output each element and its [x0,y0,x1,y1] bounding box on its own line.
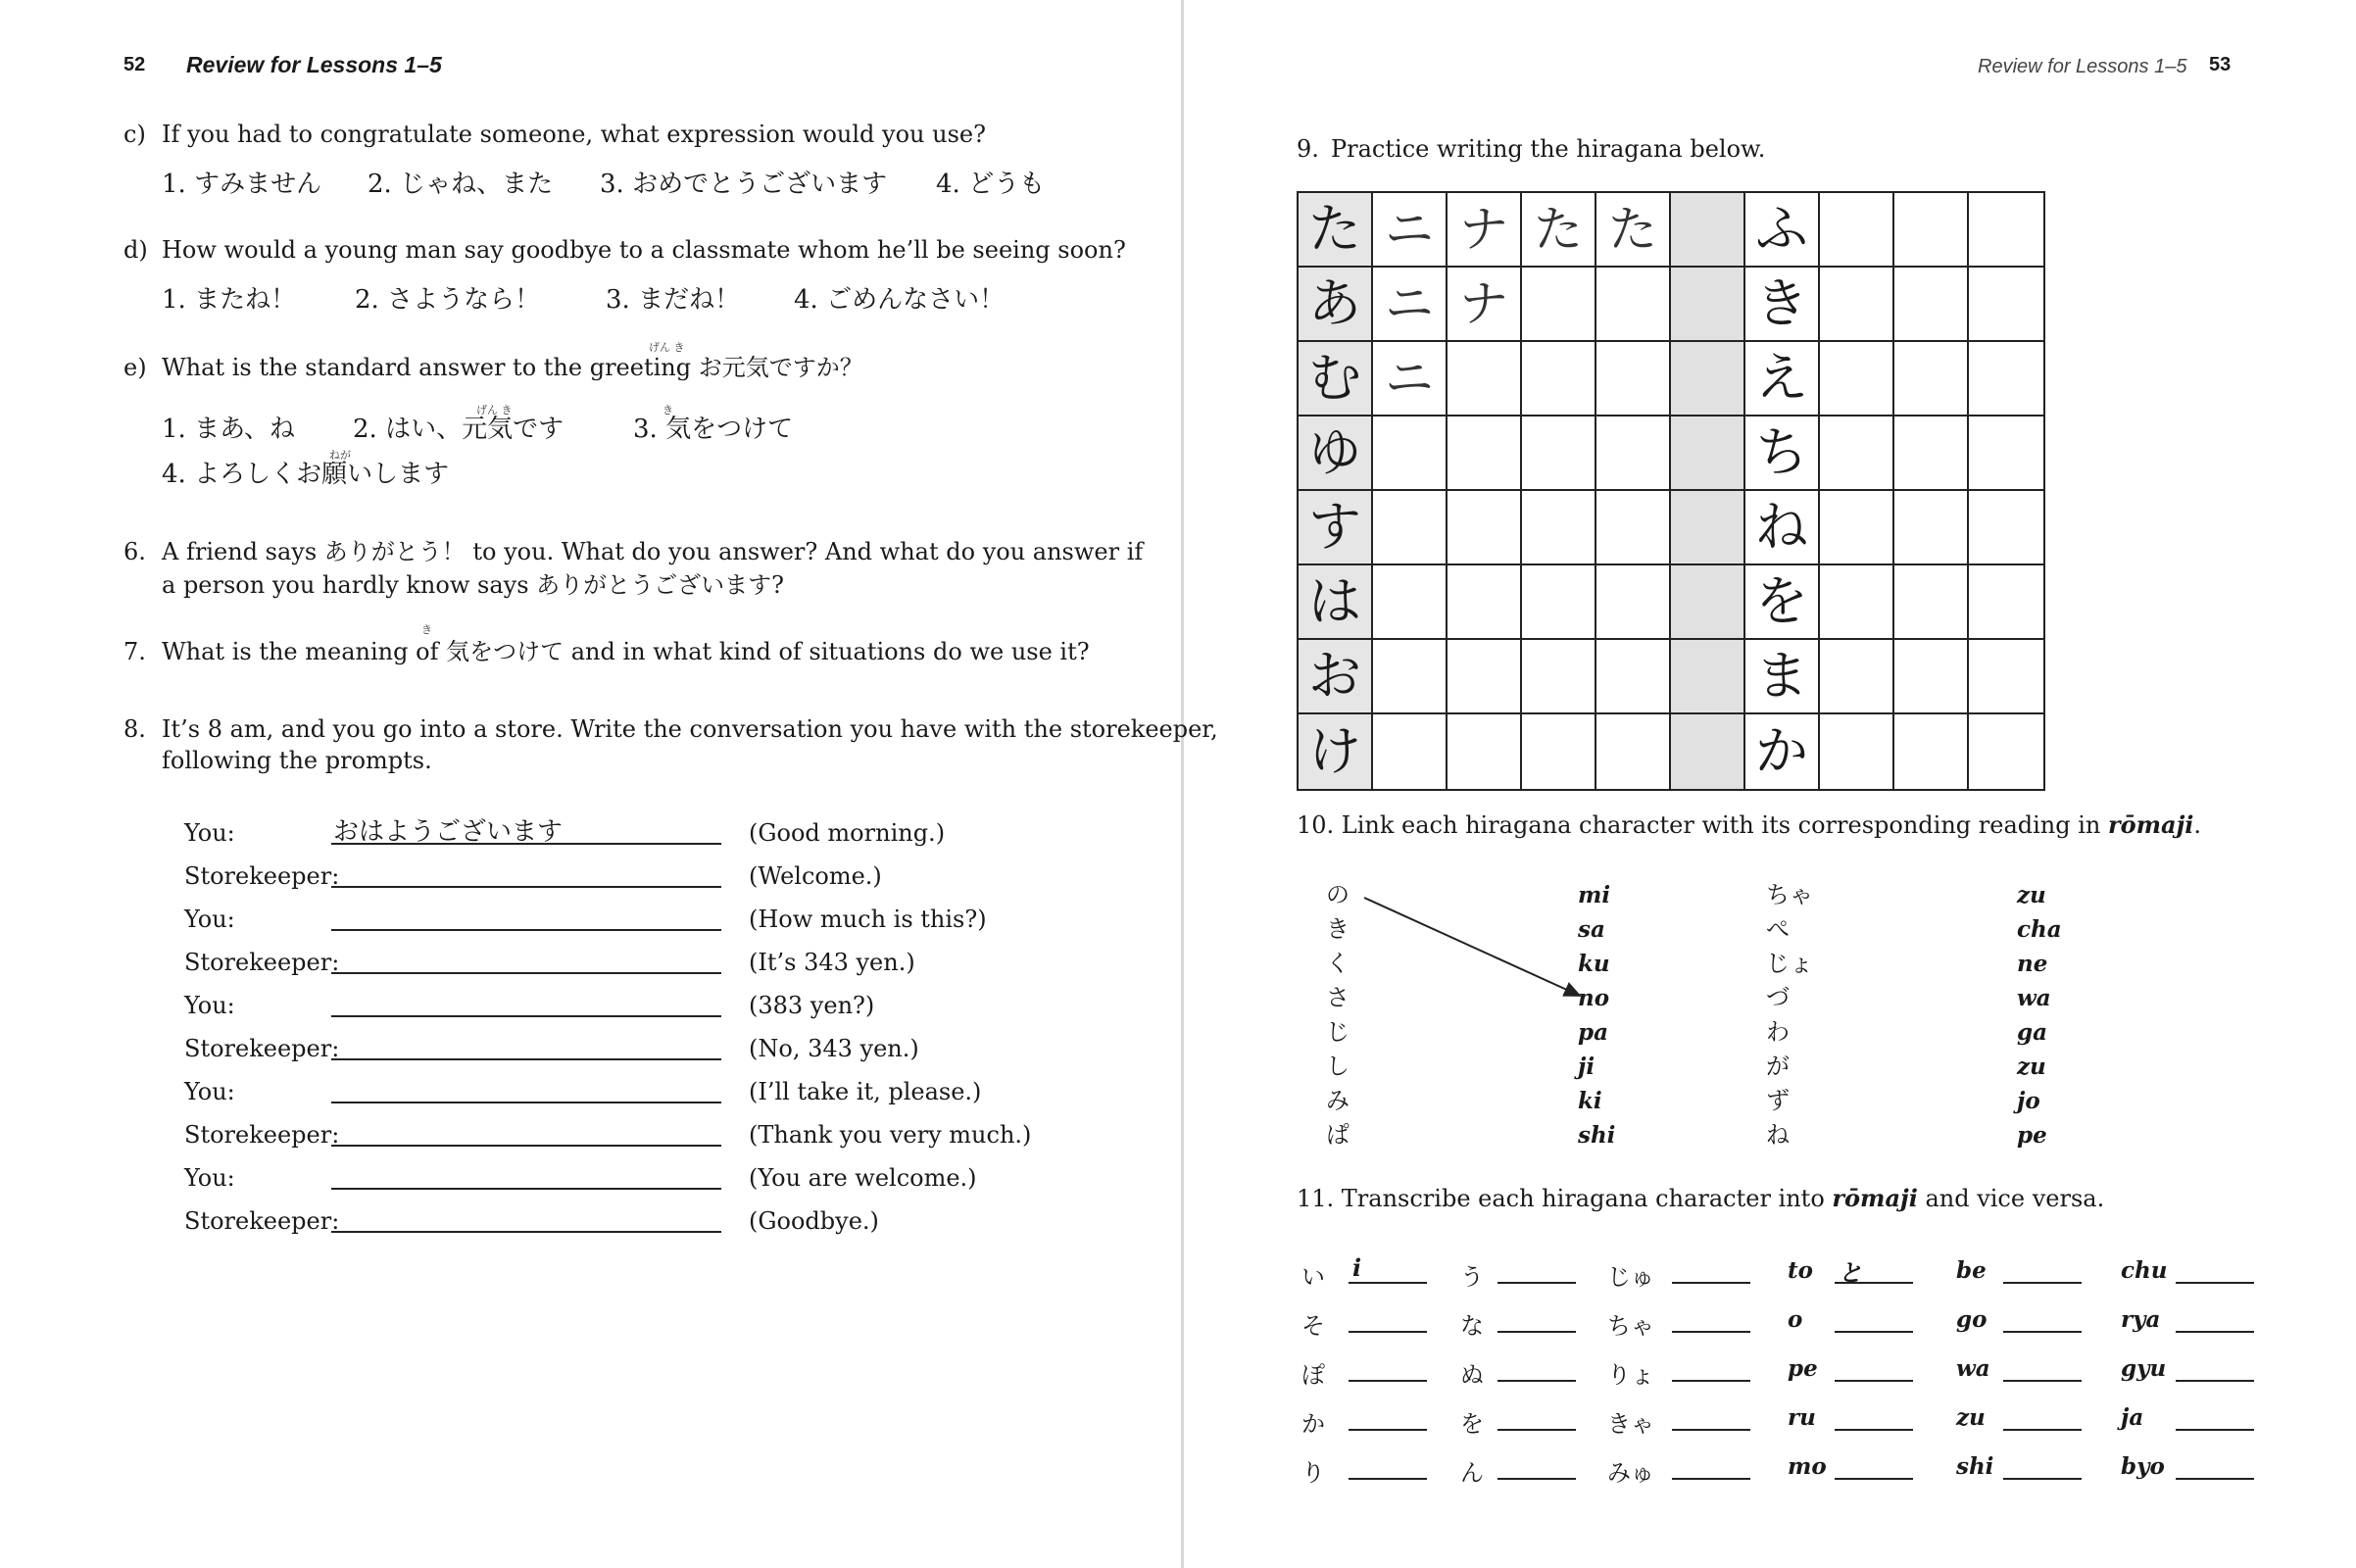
romaji-item: pe [2017,1122,2047,1149]
romaji-item: cha [2017,916,2062,943]
english-prompt: (You are welcome.) [749,1164,977,1192]
transcribe-prompt: byo [2121,1453,2165,1480]
answer-line [1497,1429,1576,1431]
answer-line [2176,1429,2254,1431]
answer-option: 1. またね！ [162,285,297,315]
hiragana-item: み [1326,1087,1350,1114]
answer-line [1349,1478,1427,1480]
speaker-label: Storekeeper: [184,862,340,890]
english-prompt: (Welcome.) [749,862,882,890]
answer-line [2003,1478,2082,1480]
romaji-item: ji [1578,1054,1595,1080]
hiragana-item: わ [1766,1018,1790,1046]
romaji-item: ku [1578,951,1610,977]
speaker-label: You: [184,1078,235,1105]
english-prompt: (How much is this?) [749,906,987,933]
speaker-label: Storekeeper: [184,1035,340,1062]
transcribe-prompt: な [1460,1312,1484,1340]
question-label: c) [123,121,146,148]
question-text-italic: rōmaji [1832,1184,1918,1212]
english-prompt: (Goodbye.) [749,1207,879,1235]
transcribe-prompt: o [1788,1306,1803,1333]
transcribe-prompt: wa [1956,1355,1990,1382]
question-label: d) [123,236,148,264]
answer-line [2176,1331,2254,1333]
transcribe-prompt: ぽ [1301,1361,1325,1389]
answer-line [1672,1331,1750,1333]
transcribe-prompt: go [1956,1306,1988,1333]
answer-option: 4. どうも [936,170,1046,199]
practice-cell: ニ [1373,193,1448,268]
transcribe-prompt: shi [1956,1453,1994,1480]
answer-line [331,1015,721,1017]
question-text: 10. Link each hiragana character with its corresponding reading in [1297,811,2108,839]
transcribe-prompt: mo [1788,1453,1827,1480]
practice-cell: た [1596,193,1671,268]
romaji-item: wa [2017,985,2051,1011]
transcribe-prompt: to [1788,1257,1813,1284]
transcribe-prompt: じゅ [1607,1263,1654,1291]
hiragana-item: が [1766,1053,1790,1080]
romaji-item: sa [1578,916,1605,943]
question-number: 9. [1297,135,1319,163]
transcribe-prompt: zu [1956,1404,1986,1431]
answer-line [1349,1282,1427,1284]
transcribe-prompt: を [1460,1410,1484,1438]
hiragana-item: さ [1326,984,1350,1011]
question-text: . [2193,811,2202,839]
model-character-cell: お [1299,640,1373,714]
page-number: 52 [123,54,146,75]
romaji-item: pa [1578,1019,1608,1046]
answer-text: おはようございます [333,817,564,847]
furigana: き [663,404,673,416]
answer-line [1672,1380,1750,1382]
transcribe-prompt: pe [1788,1355,1818,1382]
english-prompt: (383 yen?) [749,992,875,1019]
transcribe-prompt: う [1460,1263,1484,1291]
answer-line [1672,1478,1750,1480]
model-character-cell: ち [1745,416,1820,491]
speaker-label: You: [184,1164,235,1192]
link-arrow [1184,0,2356,1568]
hiragana-item: き [1326,915,1350,943]
model-character-cell: は [1299,565,1373,640]
speaker-label: You: [184,992,235,1019]
speaker-label: You: [184,819,235,847]
hiragana-item: の [1326,881,1350,908]
question-number: 6. [123,538,146,565]
hiragana-item: づ [1766,984,1790,1011]
question-number: 8. [123,715,146,743]
speaker-label: Storekeeper: [184,1207,340,1235]
question-text: How would a young man say goodbye to a classmate whom he’ll be seeing soon? [162,236,1126,264]
answer-option: 3. おめでとうございます [600,170,888,199]
answer-line [2176,1380,2254,1382]
page-number: 53 [2209,54,2232,75]
english-prompt: (No, 343 yen.) [749,1035,919,1062]
speaker-label: Storekeeper: [184,949,340,976]
answer-line [1349,1331,1427,1333]
model-character-cell: え [1745,342,1820,416]
english-prompt: (Good morning.) [749,819,946,847]
speaker-label: You: [184,906,235,933]
answer-line [1672,1429,1750,1431]
model-character-cell: す [1299,491,1373,565]
answer-line [1497,1380,1576,1382]
question-text: What is the standard answer to the greeting お元気ですか？ [162,354,863,381]
question-text: following the prompts. [162,747,432,774]
right-page [1184,0,2356,1568]
answer-line [1497,1282,1576,1284]
transcribe-prompt: gyu [2121,1355,2167,1382]
romaji-item: zu [2017,1054,2046,1080]
answer-option: 2. さようなら！ [355,285,541,315]
model-character-cell: き [1745,268,1820,342]
hiragana-item: じょ [1766,950,1813,977]
answer-line [2003,1380,2082,1382]
speaker-label: Storekeeper: [184,1121,340,1149]
transcribe-prompt: り [1301,1459,1325,1487]
model-character-cell: た [1299,193,1373,268]
model-character-cell: あ [1299,268,1373,342]
answer-line [331,1188,721,1190]
answer-line [331,972,721,974]
question-text: A friend says ありがとう！ to you. What do you answer? And what do you answer if [162,538,1144,565]
question-text-italic: rōmaji [2108,810,2194,839]
answer-option: 2. はい、元気です [353,415,564,444]
furigana: き [421,623,432,636]
furigana: ねが [329,449,351,462]
transcribe-prompt: きゃ [1607,1410,1654,1438]
hiragana-item: ず [1766,1087,1790,1114]
answer-line [331,886,721,888]
english-prompt: (Thank you very much.) [749,1121,1032,1149]
question-label: e) [123,354,147,381]
practice-cell: ナ [1448,193,1522,268]
romaji-item: zu [2017,882,2046,908]
romaji-item: ne [2017,951,2048,977]
question-text: If you had to congratulate someone, what expression would you use? [162,121,986,148]
model-character-cell: ゆ [1299,416,1373,491]
hiragana-item: く [1326,950,1350,977]
hiragana-item: ぺ [1766,915,1790,943]
model-character-cell: ふ [1745,193,1820,268]
running-title: Review for Lessons 1–5 [186,52,442,77]
transcribe-prompt: そ [1301,1312,1325,1340]
model-character-cell: む [1299,342,1373,416]
hiragana-item: じ [1326,1018,1350,1046]
answer-line [2176,1282,2254,1284]
model-character-cell: か [1745,714,1820,789]
hiragana-item: し [1326,1053,1350,1080]
answer-line [331,1102,721,1103]
question-number: 7. [123,638,146,665]
hiragana-item: ぱ [1326,1121,1350,1149]
english-prompt: (I’ll take it, please.) [749,1078,982,1105]
answer-line [331,1145,721,1147]
romaji-item: ga [2017,1019,2047,1046]
answer-line [2003,1331,2082,1333]
answer-line [331,1058,721,1060]
answer-line [331,929,721,931]
furigana: げん き [649,341,685,354]
answer-option: 4. ごめんなさい！ [794,285,1006,315]
answer-line [1835,1429,1913,1431]
question-11 [1297,1182,2104,1215]
transcribe-prompt: rya [2121,1306,2161,1333]
answer-option: 3. 気をつけて [633,415,794,444]
question-text: and vice versa. [1917,1185,2105,1212]
answer-line [1835,1380,1913,1382]
answer-line [331,1231,721,1233]
answer-line [1349,1429,1427,1431]
answer-text: と [1839,1258,1862,1287]
answer-line [1835,1478,1913,1480]
transcribe-prompt: ja [2121,1404,2144,1431]
romaji-item: ki [1578,1088,1602,1114]
practice-cell: た [1522,193,1596,268]
answer-line [1497,1478,1576,1480]
answer-line [1835,1331,1913,1333]
transcribe-prompt: chu [2121,1257,2168,1284]
hiragana-item: ちゃ [1766,881,1813,908]
model-character-cell: け [1299,714,1373,789]
transcribe-prompt: be [1956,1257,1987,1284]
transcribe-prompt: ちゃ [1607,1312,1654,1340]
romaji-item: shi [1578,1122,1616,1149]
answer-text: i [1352,1253,1362,1282]
answer-option: 1. まあ、ね [162,415,296,444]
transcribe-prompt: か [1301,1410,1325,1438]
transcribe-prompt: りょ [1607,1361,1654,1389]
model-character-cell: ま [1745,640,1820,714]
hiragana-item: ね [1766,1121,1790,1149]
practice-cell: ナ [1448,268,1522,342]
transcribe-prompt: みゅ [1607,1459,1654,1487]
answer-option: 3. まだね！ [606,285,741,315]
romaji-item: jo [2017,1088,2040,1114]
question-text: What is the meaning of 気をつけて and in what kind of situations do we use it? [162,638,1090,665]
question-text: Practice writing the hiragana below. [1331,135,1766,163]
transcribe-prompt: ぬ [1460,1361,1484,1389]
answer-line [1349,1380,1427,1382]
answer-option: 4. よろしくお願いします [162,460,450,489]
answer-option: 2. じゃね、また [368,170,554,199]
answer-line [2176,1478,2254,1480]
answer-line [2003,1282,2082,1284]
transcribe-prompt: い [1301,1263,1325,1291]
answer-option: 1. すみません [162,170,322,199]
english-prompt: (It’s 343 yen.) [749,949,915,976]
answer-line [1497,1331,1576,1333]
running-title: Review for Lessons 1–5 [1978,56,2187,77]
transcribe-prompt: ん [1460,1459,1484,1487]
answer-line [1672,1282,1750,1284]
transcribe-prompt: ru [1788,1404,1816,1431]
practice-cell: ニ [1373,268,1448,342]
question-text: It’s 8 am, and you go into a store. Write the conversation you have with the storekeeper, [162,715,1218,743]
romaji-item: mi [1578,882,1611,908]
model-character-cell: ね [1745,491,1820,565]
romaji-item: no [1578,985,1610,1011]
question-text: a person you hardly know says ありがとうございます? [162,571,785,599]
model-character-cell: を [1745,565,1820,640]
furigana: げん き [476,404,513,416]
answer-line [2003,1429,2082,1431]
practice-cell: ニ [1373,342,1448,416]
question-text: 11. Transcribe each hiragana character into [1297,1185,1833,1212]
